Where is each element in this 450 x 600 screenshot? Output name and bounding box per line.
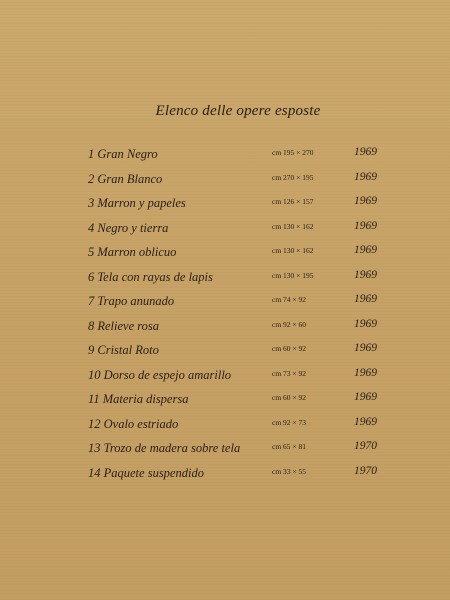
work-dimensions: cm 33 × 55 bbox=[272, 466, 307, 476]
list-item bbox=[0, 294, 450, 319]
list-item bbox=[0, 270, 450, 295]
work-year: 1969 bbox=[354, 415, 377, 428]
work-dimensions: cm 60 × 92 bbox=[272, 393, 307, 402]
work-year: 1969 bbox=[354, 146, 377, 158]
work-year: 1969 bbox=[354, 219, 377, 232]
list-item bbox=[0, 343, 450, 368]
work-title: 14 Paquete suspendido bbox=[88, 465, 204, 480]
work-title: 4 Negro y tierra bbox=[88, 220, 169, 235]
list-item bbox=[0, 319, 450, 344]
work-title: 13 Trozo de madera sobre tela bbox=[88, 441, 241, 455]
work-title: 6 Tela con rayas de lapis bbox=[88, 269, 213, 284]
work-title: 9 Cristal Roto bbox=[88, 343, 159, 357]
work-year: 1970 bbox=[354, 440, 377, 452]
work-dimensions: cm 130 × 195 bbox=[272, 270, 314, 280]
work-dimensions: cm 92 × 60 bbox=[272, 319, 307, 329]
work-dimensions: cm 60 × 92 bbox=[272, 344, 307, 353]
work-title: 3 Marron y papeles bbox=[88, 196, 186, 210]
work-year: 1969 bbox=[354, 195, 377, 207]
work-title: 2 Gran Blanco bbox=[88, 171, 163, 186]
list-item bbox=[0, 417, 450, 442]
work-year: 1969 bbox=[354, 268, 377, 281]
work-title: 7 Trapo anunado bbox=[88, 294, 175, 308]
work-dimensions: cm 92 × 73 bbox=[272, 417, 307, 427]
work-year: 1969 bbox=[354, 391, 377, 403]
work-title: 11 Materia dispersa bbox=[88, 392, 189, 406]
list-item bbox=[0, 392, 450, 417]
work-dimensions: cm 130 × 162 bbox=[272, 221, 314, 231]
work-year: 1970 bbox=[354, 464, 377, 477]
work-year: 1969 bbox=[354, 342, 377, 354]
list-item bbox=[0, 368, 450, 393]
list-item bbox=[0, 147, 450, 172]
list-item bbox=[0, 441, 450, 466]
work-dimensions: cm 126 × 157 bbox=[272, 197, 314, 206]
work-dimensions: cm 73 × 92 bbox=[272, 368, 307, 378]
work-dimensions: cm 195 × 270 bbox=[272, 148, 314, 157]
work-dimensions: cm 74 × 92 bbox=[272, 295, 307, 304]
work-title: 1 Gran Negro bbox=[88, 147, 158, 161]
work-title: 10 Dorso de espejo amarillo bbox=[88, 367, 232, 382]
list-item bbox=[0, 196, 450, 221]
work-title: 8 Relieve rosa bbox=[88, 318, 160, 333]
list-item bbox=[0, 172, 450, 197]
work-year: 1969 bbox=[354, 293, 377, 305]
work-title: 5 Marron oblicuo bbox=[88, 245, 177, 259]
work-year: 1969 bbox=[354, 317, 377, 330]
work-title: 12 Ovalo estriado bbox=[88, 416, 179, 431]
list-item bbox=[0, 221, 450, 246]
work-dimensions: cm 65 × 81 bbox=[272, 442, 307, 451]
page-title: Elenco delle opere esposte bbox=[155, 103, 321, 119]
work-year: 1969 bbox=[354, 170, 377, 183]
list-item bbox=[0, 245, 450, 270]
work-dimensions: cm 270 × 195 bbox=[272, 172, 314, 182]
work-year: 1969 bbox=[354, 244, 377, 256]
works-list bbox=[0, 147, 450, 490]
list-item bbox=[0, 466, 450, 491]
work-dimensions: cm 130 × 162 bbox=[272, 246, 314, 255]
work-year: 1969 bbox=[354, 366, 377, 379]
